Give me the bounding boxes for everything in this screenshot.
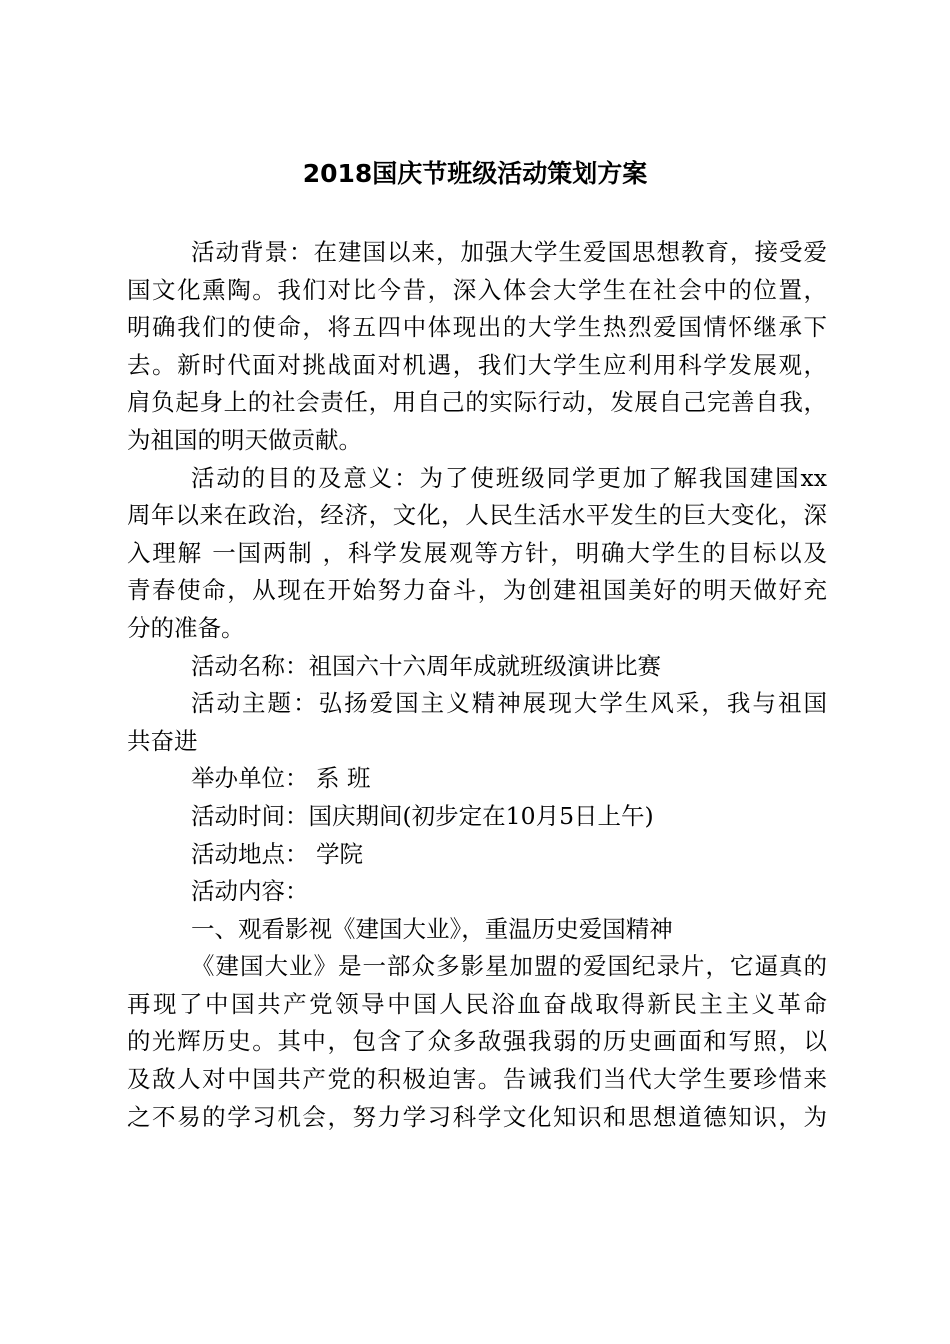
text-line: 活动名称：祖国六十六周年成就班级演讲比赛 bbox=[191, 651, 661, 680]
text-line: 活动的目的及意义：为了使班级同学更加了解我国建国xx bbox=[191, 463, 827, 492]
text-line: 活动地点： 学院 bbox=[191, 839, 363, 868]
text-line: 活动时间：国庆期间(初步定在10月5日上午) bbox=[191, 801, 654, 830]
text-line: 之不易的学习机会，努力学习科学文化知识和思想道德知识，为 bbox=[127, 1102, 827, 1131]
text-line: 分的准备。 bbox=[127, 613, 245, 642]
text-line: 《建国大业》是一部众多影星加盟的爱国纪录片，它逼真的 bbox=[191, 952, 827, 981]
text-line: 活动内容： bbox=[191, 877, 309, 906]
document-body bbox=[127, 234, 827, 1136]
text-line: 肩负起身上的社会责任，用自己的实际行动，发展自己完善自我， bbox=[127, 388, 827, 417]
text-line: 的光辉历史。其中，包含了众多敌强我弱的历史画面和写照，以 bbox=[127, 1027, 827, 1056]
text-line: 活动主题：弘扬爱国主义精神展现大学生风采，我与祖国 bbox=[191, 689, 827, 718]
text-line: 共奋进 bbox=[127, 726, 198, 755]
text-line: 国文化熏陶。我们对比今昔，深入体会大学生在社会中的位置， bbox=[127, 275, 827, 304]
text-line: 青春使命，从现在开始努力奋斗，为创建祖国美好的明天做好充 bbox=[127, 576, 827, 605]
text-line: 举办单位： 系 班 bbox=[191, 764, 371, 793]
text-line: 一、观看影视《建国大业》，重温历史爱国精神 bbox=[191, 914, 673, 943]
text-line: 再现了中国共产党领导中国人民浴血奋战取得新民主主义革命 bbox=[127, 989, 827, 1018]
text-line: 周年以来在政治，经济，文化，人民生活水平发生的巨大变化，深 bbox=[127, 501, 827, 530]
document-title: 2018国庆节班级活动策划方案 bbox=[302, 159, 648, 188]
text-line: 明确我们的使命，将五四中体现出的大学生热烈爱国情怀继承下 bbox=[127, 313, 827, 342]
text-line: 活动背景：在建国以来，加强大学生爱国思想教育，接受爱 bbox=[191, 238, 827, 266]
text-line: 及敌人对中国共产党的积极迫害。告诫我们当代大学生要珍惜来 bbox=[127, 1065, 827, 1094]
text-line: 去。新时代面对挑战面对机遇，我们大学生应利用科学发展观， bbox=[127, 350, 827, 379]
text-line: 为祖国的明天做贡献。 bbox=[127, 425, 362, 454]
text-line: 入理解 一国两制 ，科学发展观等方针，明确大学生的目标以及 bbox=[127, 538, 827, 567]
